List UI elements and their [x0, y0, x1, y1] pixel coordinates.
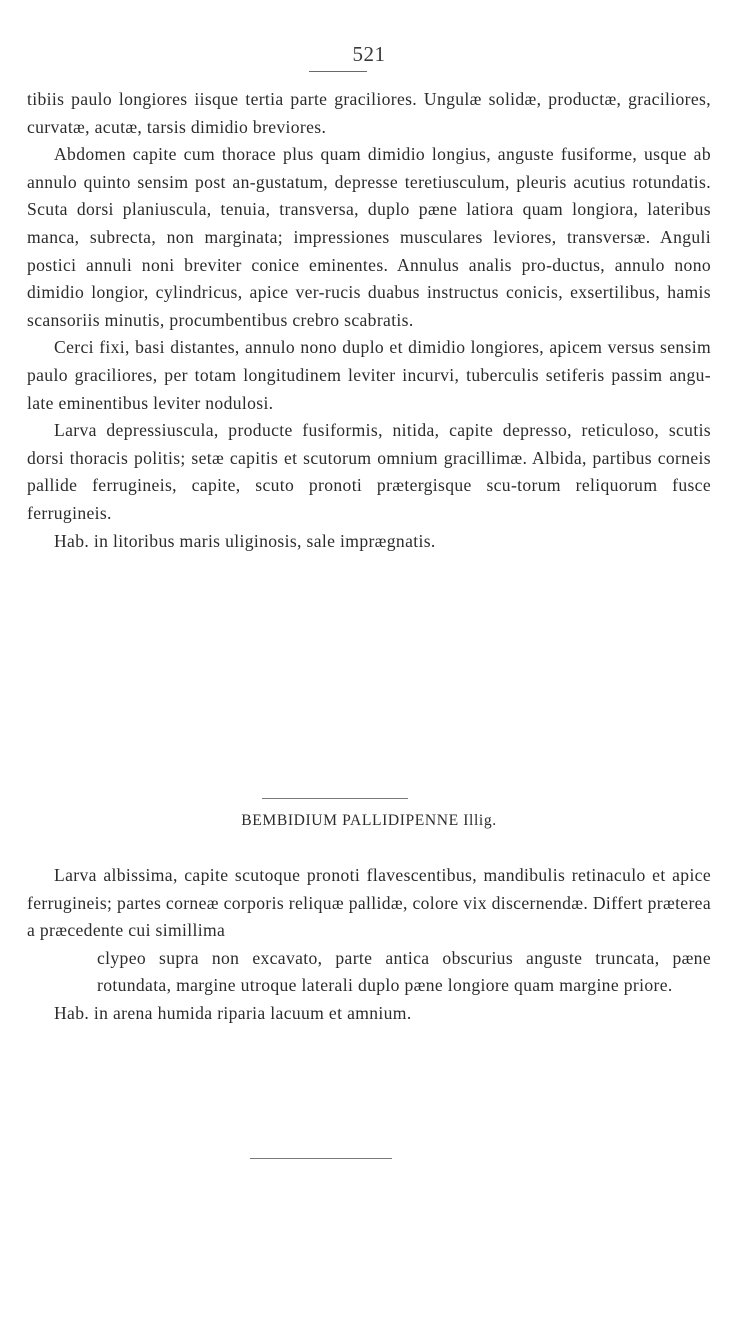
species-body — [27, 862, 711, 1028]
species-heading: BEMBIDIUM PALLIDIPENNE Illig. — [241, 812, 497, 829]
paragraph-leg-continuation: tibiis paulo longiores iisque tertia parte graciliores. Ungulæ solidæ, productæ, graciliores, curvatæ, acutæ, tarsis dimidio breviores. — [27, 89, 711, 137]
paragraph-larva: Larva depressiuscula, producte fusiformis, nitida, capite depresso, reticuloso, scutis dorsi thoracis politis; setæ capitis et scutorum omnium gracillimæ. Albida, partibus corneis pallide ferrugineis, capite, scuto pronoti prætergisque scu-torum reliquorum fusce ferrugineis. — [27, 420, 711, 523]
page-number: 521 — [352, 42, 386, 66]
page-number-underline — [309, 71, 367, 72]
section-body — [27, 86, 711, 555]
paragraph-difference-detail: clypeo supra non excavato, parte antica obscurius anguste truncata, pæne rotundata, margine utroque laterali duplo pæne longiore quam margine priore. — [97, 947, 711, 996]
paragraph-abdomen: Abdomen capite cum thorace plus quam dimidio longius, anguste fusiforme, usque ab annulo quinto sensim post an-gustatum, depresse teretiusculum, pleuris acutius rotundatis. Scuta dorsi planiuscula, tenuia, transversa, duplo pæne latiora quam longiora, lateribus manca, subrecta, non marginata; impressiones musculares leviores, transversæ. Anguli postici annuli noni breviter conice eminentes. Annulus analis pro-ductus, annulo nono dimidio longior, cylindricus, apice ver-rucis duabus instructus conicis, exsertilibus, hamis scansoriis minutis, procumbentibus crebro scabratis. — [27, 144, 711, 330]
end-divider — [250, 1158, 392, 1159]
paragraph-cerci: Cerci fixi, basi distantes, annulo nono duplo et dimidio longiores, apicem versus sensim paulo graciliores, per totam longitudinem leviter incurvi, tuberculis setiferis passim angu-late eminentibus leviter nodulosi. — [27, 337, 711, 413]
section-divider — [262, 798, 408, 799]
paragraph-species-habitat: Hab. in arena humida riparia lacuum et amnium. — [54, 1002, 412, 1023]
paragraph-habitat: Hab. in litoribus maris uliginosis, sale imprægnatis. — [54, 530, 436, 551]
paragraph-larva-description: Larva albissima, capite scutoque pronoti flavescentibus, mandibulis retinaculo et apice ferrugineis; partes corneæ corporis reliquæ pallidæ, colore vix discernendæ. Differt præterea a præcedente cui simillima — [27, 865, 711, 941]
